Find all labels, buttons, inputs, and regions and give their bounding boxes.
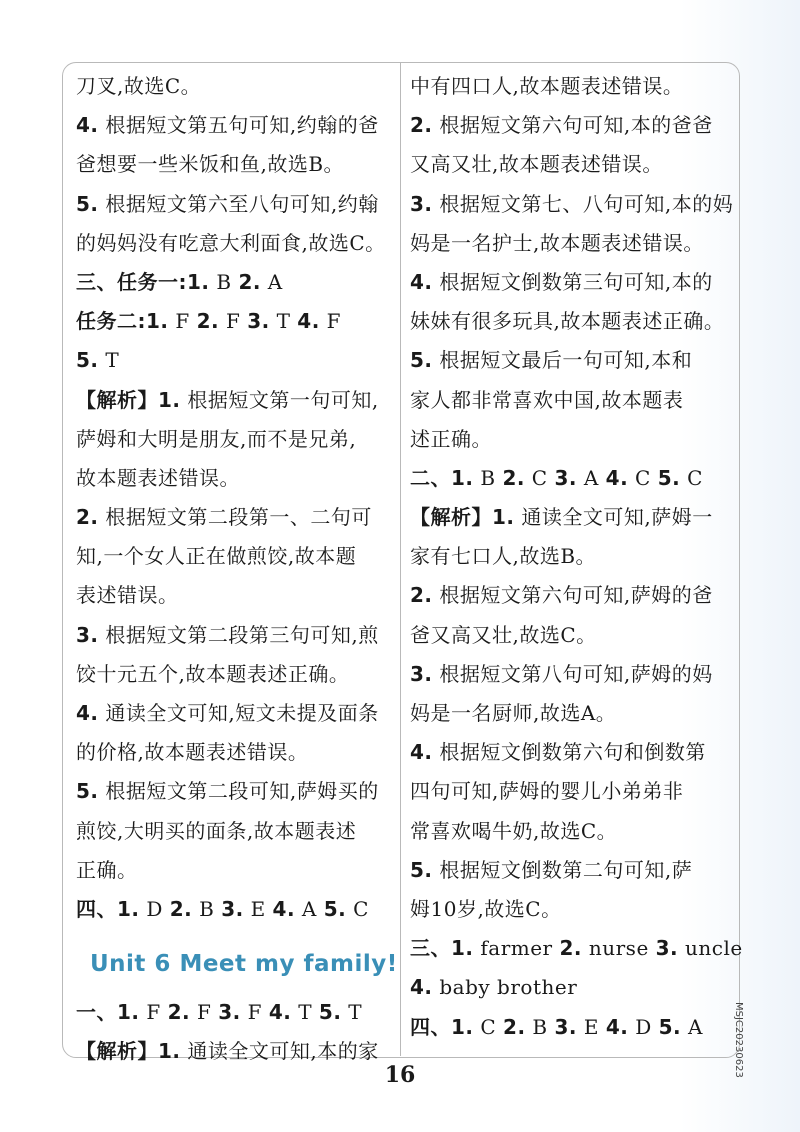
line-text: 饺十元五个,故本题表述正确。 xyxy=(76,661,350,686)
line-label: 3. xyxy=(554,465,577,490)
line-text: 根据短文第五句可知,约翰的爸 xyxy=(98,113,379,138)
page-number: 16 xyxy=(384,1062,416,1088)
line-text: C xyxy=(680,465,703,490)
answer-line xyxy=(410,576,728,615)
line-label: 2. xyxy=(503,1014,526,1039)
line-text: C xyxy=(473,1014,504,1039)
answer-line xyxy=(76,420,394,459)
line-label: 4. xyxy=(76,113,99,138)
line-text: 妹妹有很多玩具,故本题表述正确。 xyxy=(410,309,725,334)
line-label: 二、1. xyxy=(410,465,474,490)
line-text: 通读全文可知,本的家 xyxy=(180,1039,379,1064)
line-text: 爸又高又壮,故选C。 xyxy=(410,622,597,647)
line-label: 3. xyxy=(410,661,433,686)
answer-line xyxy=(76,459,394,498)
line-text: 爸想要一些米饭和鱼,故选B。 xyxy=(76,152,345,177)
line-text: 知,一个女人正在做煎饺,故本题 xyxy=(76,544,357,569)
answer-line xyxy=(76,890,394,929)
line-text: 四句可知,萨姆的婴儿小弟弟非 xyxy=(410,779,684,804)
line-label: 四、1. xyxy=(76,896,140,921)
answer-line xyxy=(410,498,728,537)
left-answer-lines xyxy=(76,67,394,929)
answer-line xyxy=(76,993,394,1032)
line-text: 的妈妈没有吃意大利面食,故选C。 xyxy=(76,230,386,255)
answer-line xyxy=(410,106,728,145)
answer-line xyxy=(76,67,394,106)
line-text: 中有四口人,故本题表述错误。 xyxy=(410,74,684,98)
line-text: 故本题表述错误。 xyxy=(76,465,240,490)
side-code: MSJC20230623 xyxy=(733,1002,744,1078)
answer-line xyxy=(410,341,728,380)
line-label: 4. xyxy=(410,269,433,294)
answer-line xyxy=(76,302,394,341)
line-label: 2. xyxy=(169,896,193,921)
line-text: 姆10岁,故选C。 xyxy=(410,896,562,921)
line-text: 的价格,故本题表述错误。 xyxy=(76,740,309,765)
answer-line xyxy=(410,224,728,263)
answer-line xyxy=(76,694,394,733)
line-text: F xyxy=(139,1000,168,1025)
line-text: baby brother xyxy=(432,975,578,1000)
line-text: C xyxy=(524,465,555,490)
answer-line xyxy=(410,616,728,655)
answer-line xyxy=(410,185,734,224)
line-label: 5. xyxy=(658,1014,682,1039)
answer-line xyxy=(410,890,728,929)
line-text: E xyxy=(243,896,273,921)
answer-line xyxy=(76,185,394,224)
answer-line xyxy=(76,576,394,615)
line-text: 根据短文第六句可知,萨姆的爸 xyxy=(432,583,713,608)
line-label: 4. xyxy=(605,1014,629,1039)
line-label: 5. xyxy=(410,348,433,373)
line-text: 妈是一名厨师,故选A。 xyxy=(410,701,617,725)
answer-line xyxy=(76,733,394,772)
answer-line xyxy=(76,341,394,380)
line-label: 2. xyxy=(76,505,99,530)
answer-line xyxy=(410,694,728,733)
line-text: uncle xyxy=(678,936,743,961)
line-label: 4. xyxy=(410,740,433,765)
answer-line xyxy=(410,733,728,772)
line-text: 根据短文最后一句可知,本和 xyxy=(432,348,693,373)
line-text: C xyxy=(628,465,658,490)
answer-line xyxy=(76,616,394,655)
line-label: 任务二:1. xyxy=(76,309,169,334)
line-label: 三、1. xyxy=(410,936,474,961)
line-text: 常喜欢喝牛奶,故选C。 xyxy=(410,818,618,843)
answer-line xyxy=(410,67,728,106)
line-text: 根据短文第二段第一、二句可 xyxy=(98,505,372,530)
line-text: 根据短文倒数第六句和倒数第 xyxy=(432,740,706,765)
line-label: 三、任务一:1. xyxy=(76,269,210,294)
line-text: D xyxy=(628,1014,659,1039)
line-label: 5. xyxy=(76,348,99,373)
line-text: 根据短文第八句可知,萨姆的妈 xyxy=(432,661,713,686)
answer-line xyxy=(410,537,728,576)
answer-line xyxy=(410,302,728,341)
line-text: F xyxy=(319,309,342,334)
line-label: 5. xyxy=(657,465,681,490)
line-text: T xyxy=(98,348,120,373)
left-column xyxy=(76,67,398,1072)
answer-line xyxy=(410,655,728,694)
line-text: A xyxy=(577,465,606,490)
line-label: 2. xyxy=(559,936,582,961)
line-label: 【解析】1. xyxy=(410,505,515,530)
answer-line xyxy=(76,381,394,420)
line-label: 3. xyxy=(218,1000,241,1025)
line-label: 4. xyxy=(272,896,296,921)
line-text: 家有七口人,故选B。 xyxy=(410,544,597,569)
line-text: T xyxy=(291,1000,319,1025)
line-label: 一、1. xyxy=(76,1000,140,1025)
line-text: 正确。 xyxy=(76,857,138,882)
line-label: 2. xyxy=(410,583,433,608)
line-label: 4. xyxy=(410,975,433,1000)
line-label: 5. xyxy=(318,1000,342,1025)
line-text: 表述错误。 xyxy=(76,583,179,608)
line-label: 4. xyxy=(268,1000,292,1025)
line-text: 又高又壮,故本题表述错误。 xyxy=(410,152,663,177)
line-text: F xyxy=(168,309,197,334)
line-label: 2. xyxy=(167,1000,191,1025)
line-label: 2. xyxy=(410,113,433,138)
line-label: 2. xyxy=(502,465,525,490)
line-label: 4. xyxy=(76,701,99,725)
line-text: 煎饺,大明买的面条,故本题表述 xyxy=(76,818,357,843)
line-text: 萨姆和大明是朋友,而不是兄弟, xyxy=(76,426,357,451)
line-label: 3. xyxy=(247,309,270,334)
answer-line xyxy=(410,459,728,498)
line-text: 根据短文第七、八句可知,本的妈 xyxy=(432,191,734,216)
answer-line xyxy=(76,263,394,302)
line-text: A xyxy=(681,1014,703,1039)
line-text: F xyxy=(240,1000,269,1025)
line-text: F xyxy=(190,1000,219,1025)
line-text: 通读全文可知,萨姆一 xyxy=(514,505,713,530)
line-text: 根据短文第二段可知,萨姆买的 xyxy=(98,779,379,804)
left-after-lines xyxy=(76,993,394,1071)
line-text: B xyxy=(473,465,503,490)
line-text: 根据短文第一句可知, xyxy=(180,387,379,412)
line-label: 2. xyxy=(196,309,220,334)
line-text: B xyxy=(525,1014,555,1039)
unit-heading: Unit 6 Meet my family! xyxy=(90,951,398,978)
answer-line xyxy=(410,145,728,184)
line-label: 【解析】1. xyxy=(76,387,181,412)
answer-line xyxy=(76,224,394,263)
answer-line xyxy=(410,1008,728,1047)
line-label: 3. xyxy=(655,936,679,961)
line-text: 根据短文第二段第三句可知,煎 xyxy=(98,622,379,647)
line-label: 3. xyxy=(554,1014,577,1039)
answer-line xyxy=(76,106,394,145)
line-text: T xyxy=(269,309,298,334)
answer-line xyxy=(410,929,743,968)
answer-line xyxy=(410,263,728,302)
answer-line xyxy=(76,498,394,537)
line-text: T xyxy=(341,1000,363,1025)
line-text: A xyxy=(260,269,283,294)
answer-line xyxy=(410,812,728,851)
line-text: nurse xyxy=(582,936,656,961)
answer-line xyxy=(76,772,394,811)
answer-line xyxy=(76,145,394,184)
answer-line xyxy=(410,420,728,459)
answer-line xyxy=(410,381,728,420)
line-text: 根据短文倒数第三句可知,本的 xyxy=(432,269,713,294)
answer-line xyxy=(410,851,728,890)
line-label: 5. xyxy=(76,191,99,216)
line-text: D xyxy=(139,896,170,921)
line-label: 3. xyxy=(76,622,99,647)
line-label: 3. xyxy=(221,896,244,921)
line-label: 3. xyxy=(410,191,433,216)
answer-line xyxy=(76,812,394,851)
answer-line xyxy=(76,537,394,576)
line-label: 4. xyxy=(297,309,320,334)
line-text: 家人都非常喜欢中国,故本题表 xyxy=(410,387,684,412)
line-text: 通读全文可知,短文未提及面条 xyxy=(98,701,379,725)
line-text: 根据短文第六句可知,本的爸爸 xyxy=(432,113,713,138)
line-text: F xyxy=(219,309,248,334)
line-text: farmer xyxy=(473,936,560,961)
line-label: 5. xyxy=(410,857,433,882)
line-text: 刀叉,故选C。 xyxy=(76,74,202,98)
answer-line xyxy=(76,655,394,694)
line-label: 4. xyxy=(605,465,629,490)
line-label: 5. xyxy=(323,896,347,921)
line-text: 妈是一名护士,故本题表述错误。 xyxy=(410,230,704,255)
answer-line xyxy=(76,851,394,890)
line-text: 根据短文倒数第二句可知,萨 xyxy=(432,857,693,882)
line-label: 【解析】1. xyxy=(76,1039,181,1064)
line-text: B xyxy=(209,269,239,294)
answer-line xyxy=(410,772,728,811)
line-text: 根据短文第六至八句可知,约翰 xyxy=(98,191,379,216)
line-text: 述正确。 xyxy=(410,426,492,451)
answer-line xyxy=(410,968,728,1007)
line-text: E xyxy=(577,1014,606,1039)
line-text: B xyxy=(192,896,222,921)
line-label: 2. xyxy=(238,269,261,294)
line-label: 5. xyxy=(76,779,99,804)
line-label: 四、1. xyxy=(410,1014,474,1039)
column-divider xyxy=(400,62,401,1056)
line-text: A xyxy=(295,896,324,921)
line-text: C xyxy=(346,896,369,921)
